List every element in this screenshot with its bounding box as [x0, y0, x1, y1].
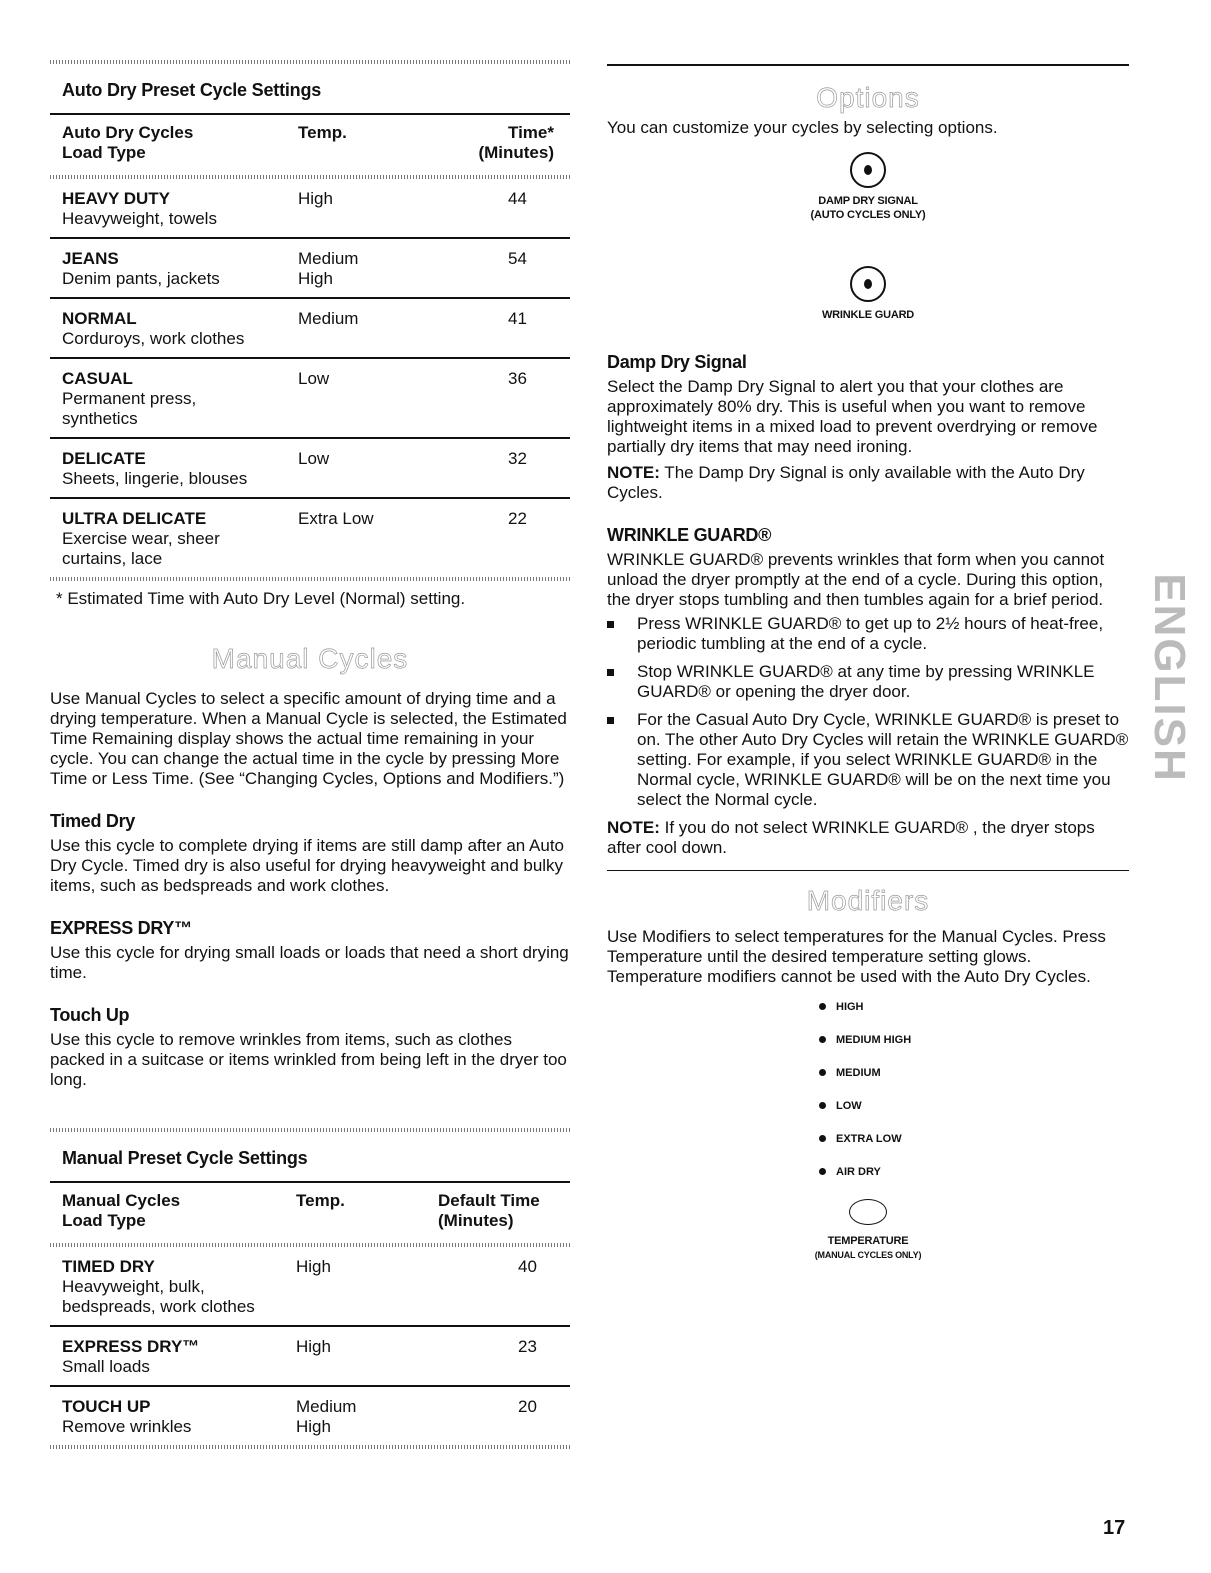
manual-table	[50, 1128, 570, 1449]
load-type: Exercise wear, sheer curtains, lace	[62, 529, 220, 568]
damp-dry-signal-control	[607, 152, 1129, 222]
table-row	[50, 359, 570, 437]
temp-level-medium-high: MEDIUM HIGH	[817, 1034, 1129, 1067]
time-value: 36	[508, 369, 527, 388]
temp-value: High	[298, 189, 333, 208]
temperature-button[interactable]	[849, 1199, 887, 1225]
indicator-light-icon	[864, 279, 872, 289]
time-value: 54	[508, 249, 527, 268]
touch-up-section	[50, 1005, 570, 1090]
temp-value: Low	[298, 449, 330, 468]
list-item: Stop WRINKLE GUARD® at any time by pressing WRINKLE GUARD® or opening the dryer door.	[607, 662, 1129, 702]
divider	[607, 870, 1129, 871]
time-value: 41	[508, 309, 527, 328]
manual-table-body	[50, 1247, 570, 1445]
damp-dry-title: Damp Dry Signal	[607, 352, 747, 372]
timed-dry-text: Use this cycle to complete drying if items are still damp after an Auto Dry Cycle. Timed dry is also useful for drying heavyweight and bulky items, such as bedspreads and work clothes.	[50, 836, 565, 895]
load-type: Denim pants, jackets	[62, 269, 220, 288]
page-number: 17	[1103, 1517, 1126, 1539]
options-intro: You can customize your cycles by selecting options.	[607, 118, 998, 137]
temp-value: Medium	[298, 309, 359, 328]
temperature-label: TEMPERATURE	[827, 1235, 909, 1247]
footnote: * Estimated Time with Auto Dry Level (Normal) setting.	[56, 589, 466, 608]
indicator-light-icon	[864, 165, 872, 175]
timed-dry-title: Timed Dry	[50, 811, 135, 831]
wrinkle-guard-control	[607, 266, 1129, 322]
timed-dry-section	[50, 811, 570, 896]
side-tab-label: ENGLISH	[1145, 572, 1195, 783]
right-column	[607, 64, 1129, 1262]
table-row	[50, 499, 570, 577]
wrinkle-guard-title: WRINKLE GUARD®	[607, 525, 772, 545]
header-cycle: Auto Dry Cycles	[62, 123, 194, 142]
load-type: Corduroys, work clothes	[62, 329, 245, 348]
touch-up-title: Touch Up	[50, 1005, 130, 1025]
note-text: If you do not select WRINKLE GUARD® , the dryer stops after cool down.	[607, 818, 1095, 857]
temp-value-alt: High	[296, 1417, 331, 1436]
temperature-levels	[817, 1001, 1129, 1199]
header-load: Load Type	[62, 143, 146, 162]
temp-value: Low	[298, 369, 330, 388]
manual-table-title: Manual Preset Cycle Settings	[62, 1148, 308, 1168]
load-type: Small loads	[62, 1357, 150, 1376]
temperature-control	[607, 1199, 1129, 1262]
temp-value: Extra Low	[298, 509, 374, 528]
wrinkle-guard-button[interactable]	[850, 266, 886, 302]
temp-level-low: LOW	[817, 1100, 1129, 1133]
express-dry-section	[50, 918, 570, 983]
manual-cycles-intro: Use Manual Cycles to select a specific amount of drying time and a drying temperature. When a Manual Cycle is selected, the Estimated Time Remaining display shows the actual time remaining in your cycle. You can change the actual time in the cycle by pressing More Time or Less Time. (See “Changing Cycles, Options and Modifiers.”)	[50, 689, 567, 788]
express-dry-text: Use this cycle for drying small loads or loads that need a short drying time.	[50, 943, 569, 982]
options-heading: Options	[816, 82, 920, 113]
temp-level-air-dry: AIR DRY	[817, 1166, 1129, 1199]
temp-value: High	[296, 1257, 331, 1276]
auto-table-header	[50, 115, 570, 175]
load-type: Sheets, lingerie, blouses	[62, 469, 248, 488]
header-cycle: Manual Cycles	[62, 1191, 181, 1210]
wrinkle-guard-section	[607, 525, 1129, 858]
load-type: Heavyweight, towels	[62, 209, 217, 228]
time-value: 20	[518, 1397, 537, 1416]
load-type: Remove wrinkles	[62, 1417, 192, 1436]
temp-value-alt: High	[298, 269, 333, 288]
time-value: 40	[518, 1257, 537, 1276]
wrinkle-guard-bullets	[607, 614, 1129, 810]
header-temp: Temp.	[296, 1191, 345, 1210]
damp-dry-signal-sublabel: (AUTO CYCLES ONLY)	[810, 209, 926, 221]
language-side-tab	[1145, 565, 1195, 790]
damp-dry-signal-label: DAMP DRY SIGNAL	[818, 195, 918, 207]
note-text: The Damp Dry Signal is only available with the Auto Dry Cycles.	[607, 463, 1085, 502]
list-item: Press WRINKLE GUARD® to get up to 2½ hours of heat-free, periodic tumbling at the end of a cycle.	[607, 614, 1129, 654]
divider	[50, 1445, 570, 1449]
temp-value: High	[296, 1337, 331, 1356]
header-load: Load Type	[62, 1211, 146, 1230]
cycle-name: HEAVY DUTY	[62, 189, 171, 208]
header-time-unit: (Minutes)	[438, 1211, 514, 1230]
manual-table-header	[50, 1183, 570, 1243]
table-row	[50, 439, 570, 497]
wrinkle-guard-label: WRINKLE GUARD	[821, 309, 915, 321]
auto-table-body	[50, 179, 570, 577]
damp-dry-section	[607, 352, 1129, 503]
table-row	[50, 1247, 570, 1325]
cycle-name: TOUCH UP	[62, 1397, 151, 1416]
table-row	[50, 1327, 570, 1385]
left-column	[50, 60, 570, 1449]
temperature-sublabel: (MANUAL CYCLES ONLY)	[814, 1250, 922, 1260]
cycle-name: TIMED DRY	[62, 1257, 155, 1276]
table-row	[50, 239, 570, 297]
temp-level-high: HIGH	[817, 1001, 1129, 1034]
time-value: 32	[508, 449, 527, 468]
manual-cycles-heading: Manual Cycles	[211, 643, 409, 674]
temp-level-medium: MEDIUM	[817, 1067, 1129, 1100]
time-value: 44	[508, 189, 527, 208]
modifiers-text: Use Modifiers to select temperatures for the Manual Cycles. Press Temperature until the desired temperature setting glows. Temperature modifiers cannot be used with the Auto Dry Cycles.	[607, 927, 1106, 986]
header-temp: Temp.	[298, 123, 347, 142]
wrinkle-guard-text: WRINKLE GUARD® prevents wrinkles that form when you cannot unload the dryer promptly at the end of a cycle. During this option, the dryer stops tumbling and then tumbles again for a brief period.	[607, 550, 1105, 609]
cycle-name: JEANS	[62, 249, 119, 268]
divider	[607, 64, 1129, 66]
cycle-name: EXPRESS DRY™	[62, 1337, 200, 1356]
modifiers-heading: Modifiers	[806, 885, 930, 916]
cycle-name: ULTRA DELICATE	[62, 509, 207, 528]
auto-table-title: Auto Dry Preset Cycle Settings	[62, 80, 322, 100]
header-time: Time*	[508, 123, 554, 142]
note-label: NOTE:	[607, 463, 660, 482]
damp-dry-note	[607, 463, 1129, 503]
time-value: 22	[508, 509, 527, 528]
cycle-name: NORMAL	[62, 309, 137, 328]
temp-value: Medium	[296, 1397, 357, 1416]
damp-dry-text: Select the Damp Dry Signal to alert you that your clothes are approximately 80% dry. This is useful when you want to remove lightweight items in a mixed load to prevent overdrying or remove partially dry items that may need ironing.	[607, 377, 1098, 456]
note-label: NOTE:	[607, 818, 660, 837]
wrinkle-guard-note	[607, 818, 1129, 858]
load-type: Permanent press, synthetics	[62, 389, 197, 428]
time-value: 23	[518, 1337, 537, 1356]
cycle-name: DELICATE	[62, 449, 146, 468]
list-item: For the Casual Auto Dry Cycle, WRINKLE GUARD® is preset to on. The other Auto Dry Cycles will retain the WRINKLE GUARD® setting. For example, if you select WRINKLE GUARD® in the Normal cycle, WRINKLE GUARD® will be on the next time you select the Normal cycle.	[607, 710, 1129, 810]
table-row	[50, 299, 570, 357]
temp-level-extra-low: EXTRA LOW	[817, 1133, 1129, 1166]
load-type: Heavyweight, bulk, bedspreads, work clothes	[62, 1277, 255, 1316]
table-row	[50, 179, 570, 237]
temp-value: Medium	[298, 249, 359, 268]
header-time: Default Time	[438, 1191, 540, 1210]
touch-up-text: Use this cycle to remove wrinkles from items, such as clothes packed in a suitcase or items wrinkled from being left in the dryer too long.	[50, 1030, 567, 1089]
express-dry-title: EXPRESS DRY™	[50, 918, 192, 938]
table-row	[50, 1387, 570, 1445]
cycle-name: CASUAL	[62, 369, 133, 388]
damp-dry-signal-button[interactable]	[850, 152, 886, 188]
header-time-unit: (Minutes)	[478, 143, 554, 162]
